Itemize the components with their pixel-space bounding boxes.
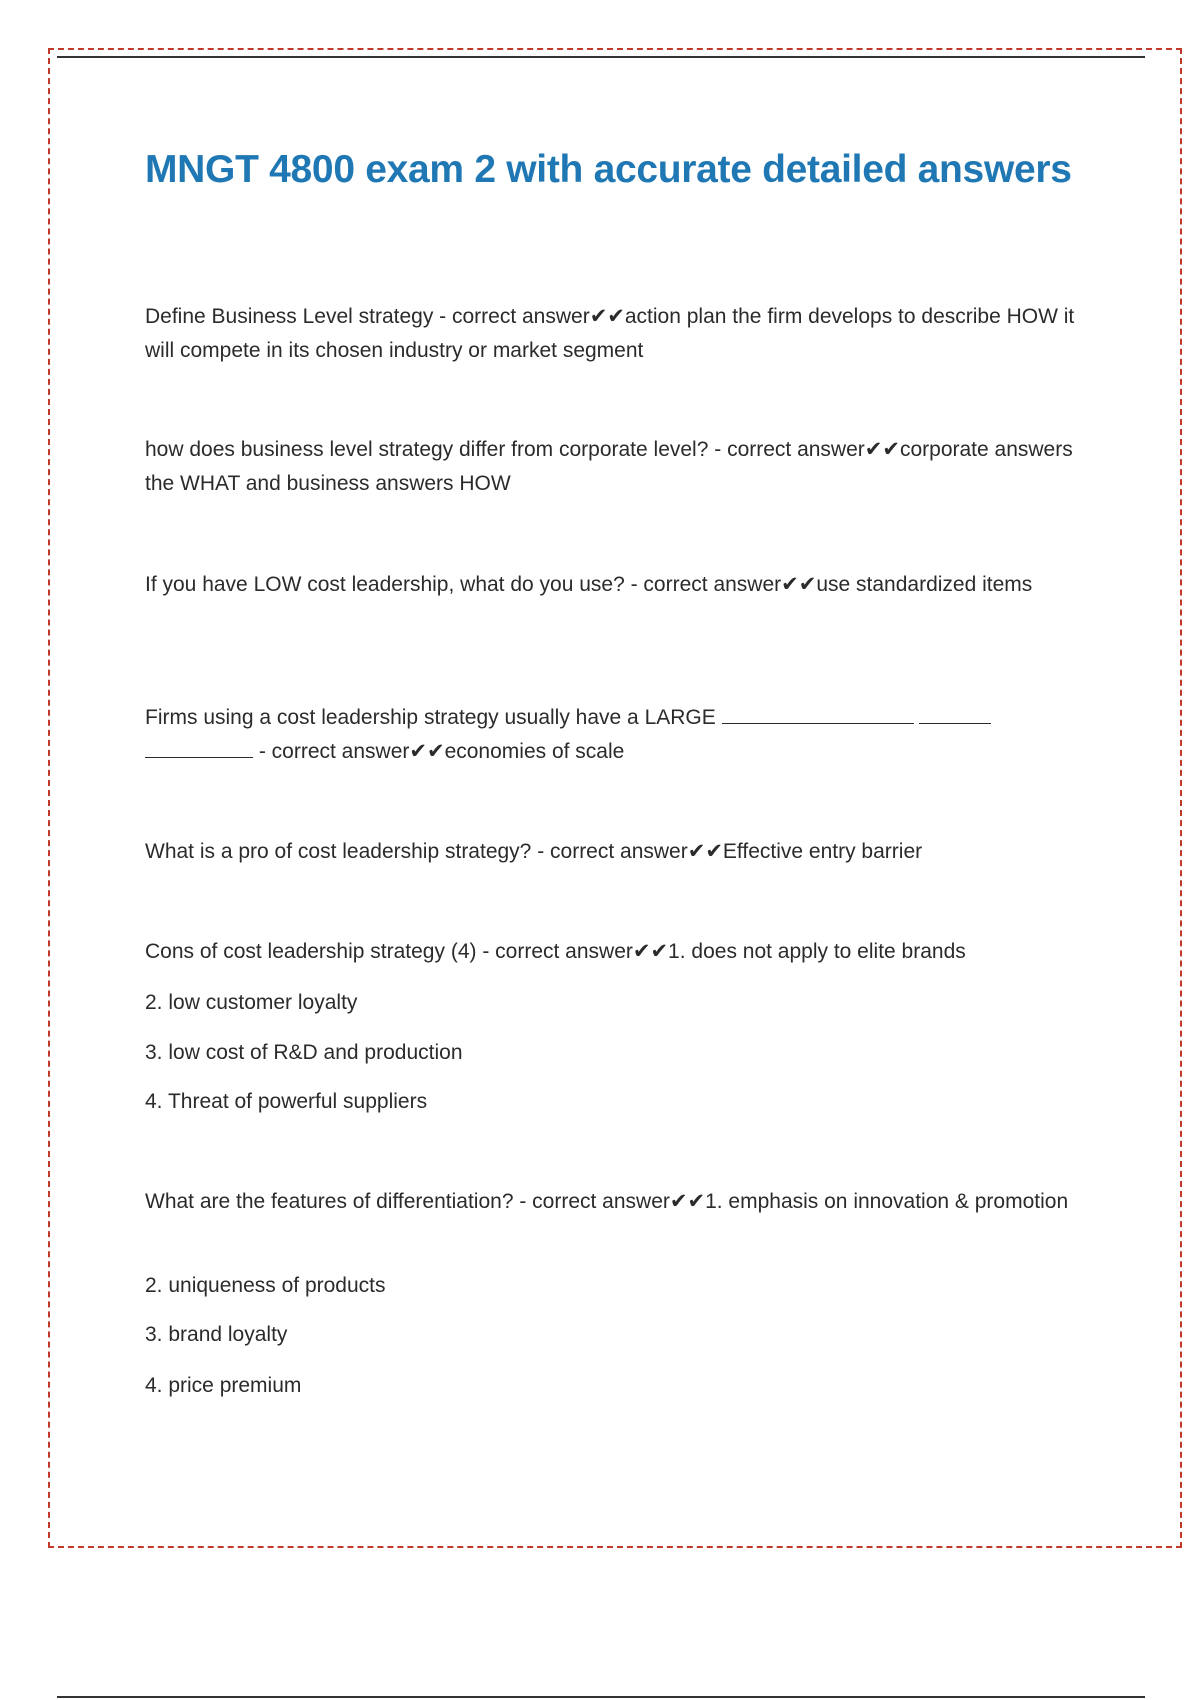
qa-entry-1: Define Business Level strategy - correct answer✔✔action plan the firm develops to describe HOW it will compete in its chosen industry or market segment bbox=[145, 305, 1075, 362]
header-rule bbox=[57, 56, 1145, 58]
fill-in-blank bbox=[145, 756, 253, 758]
fill-in-blank bbox=[919, 722, 991, 724]
list-item: 4. Threat of powerful suppliers bbox=[145, 1090, 428, 1113]
list-item: 3. brand loyalty bbox=[145, 1323, 288, 1346]
qa-entry-7: What are the features of differentiation? - correct answer✔✔1. emphasis on innovation & promotion bbox=[145, 1190, 1069, 1213]
qa-entry-2: how does business level strategy differ from corporate level? - correct answer✔✔corporate answers the WHAT and business answers HOW bbox=[145, 438, 1073, 495]
next-page-rule bbox=[57, 1696, 1145, 1698]
qa-entry-6: Cons of cost leadership strategy (4) - correct answer✔✔1. does not apply to elite brands bbox=[145, 940, 966, 963]
list-item: 3. low cost of R&D and production bbox=[145, 1041, 463, 1064]
fill-in-blank bbox=[722, 722, 914, 724]
qa-entry-4-question: Firms using a cost leadership strategy usually have a LARGE bbox=[145, 706, 716, 729]
list-item: 2. low customer loyalty bbox=[145, 991, 358, 1014]
qa-entry-5: What is a pro of cost leadership strategy? - correct answer✔✔Effective entry barrier bbox=[145, 840, 923, 863]
qa-entry-4-answer: - correct answer✔✔economies of scale bbox=[253, 740, 625, 763]
document-title: MNGT 4800 exam 2 with accurate detailed answers bbox=[145, 148, 1072, 191]
list-item: 4. price premium bbox=[145, 1374, 302, 1397]
qa-entry-3: If you have LOW cost leadership, what do you use? - correct answer✔✔use standardized items bbox=[145, 573, 1033, 596]
list-item: 2. uniqueness of products bbox=[145, 1274, 386, 1297]
qa-entry-4 bbox=[145, 701, 1075, 769]
